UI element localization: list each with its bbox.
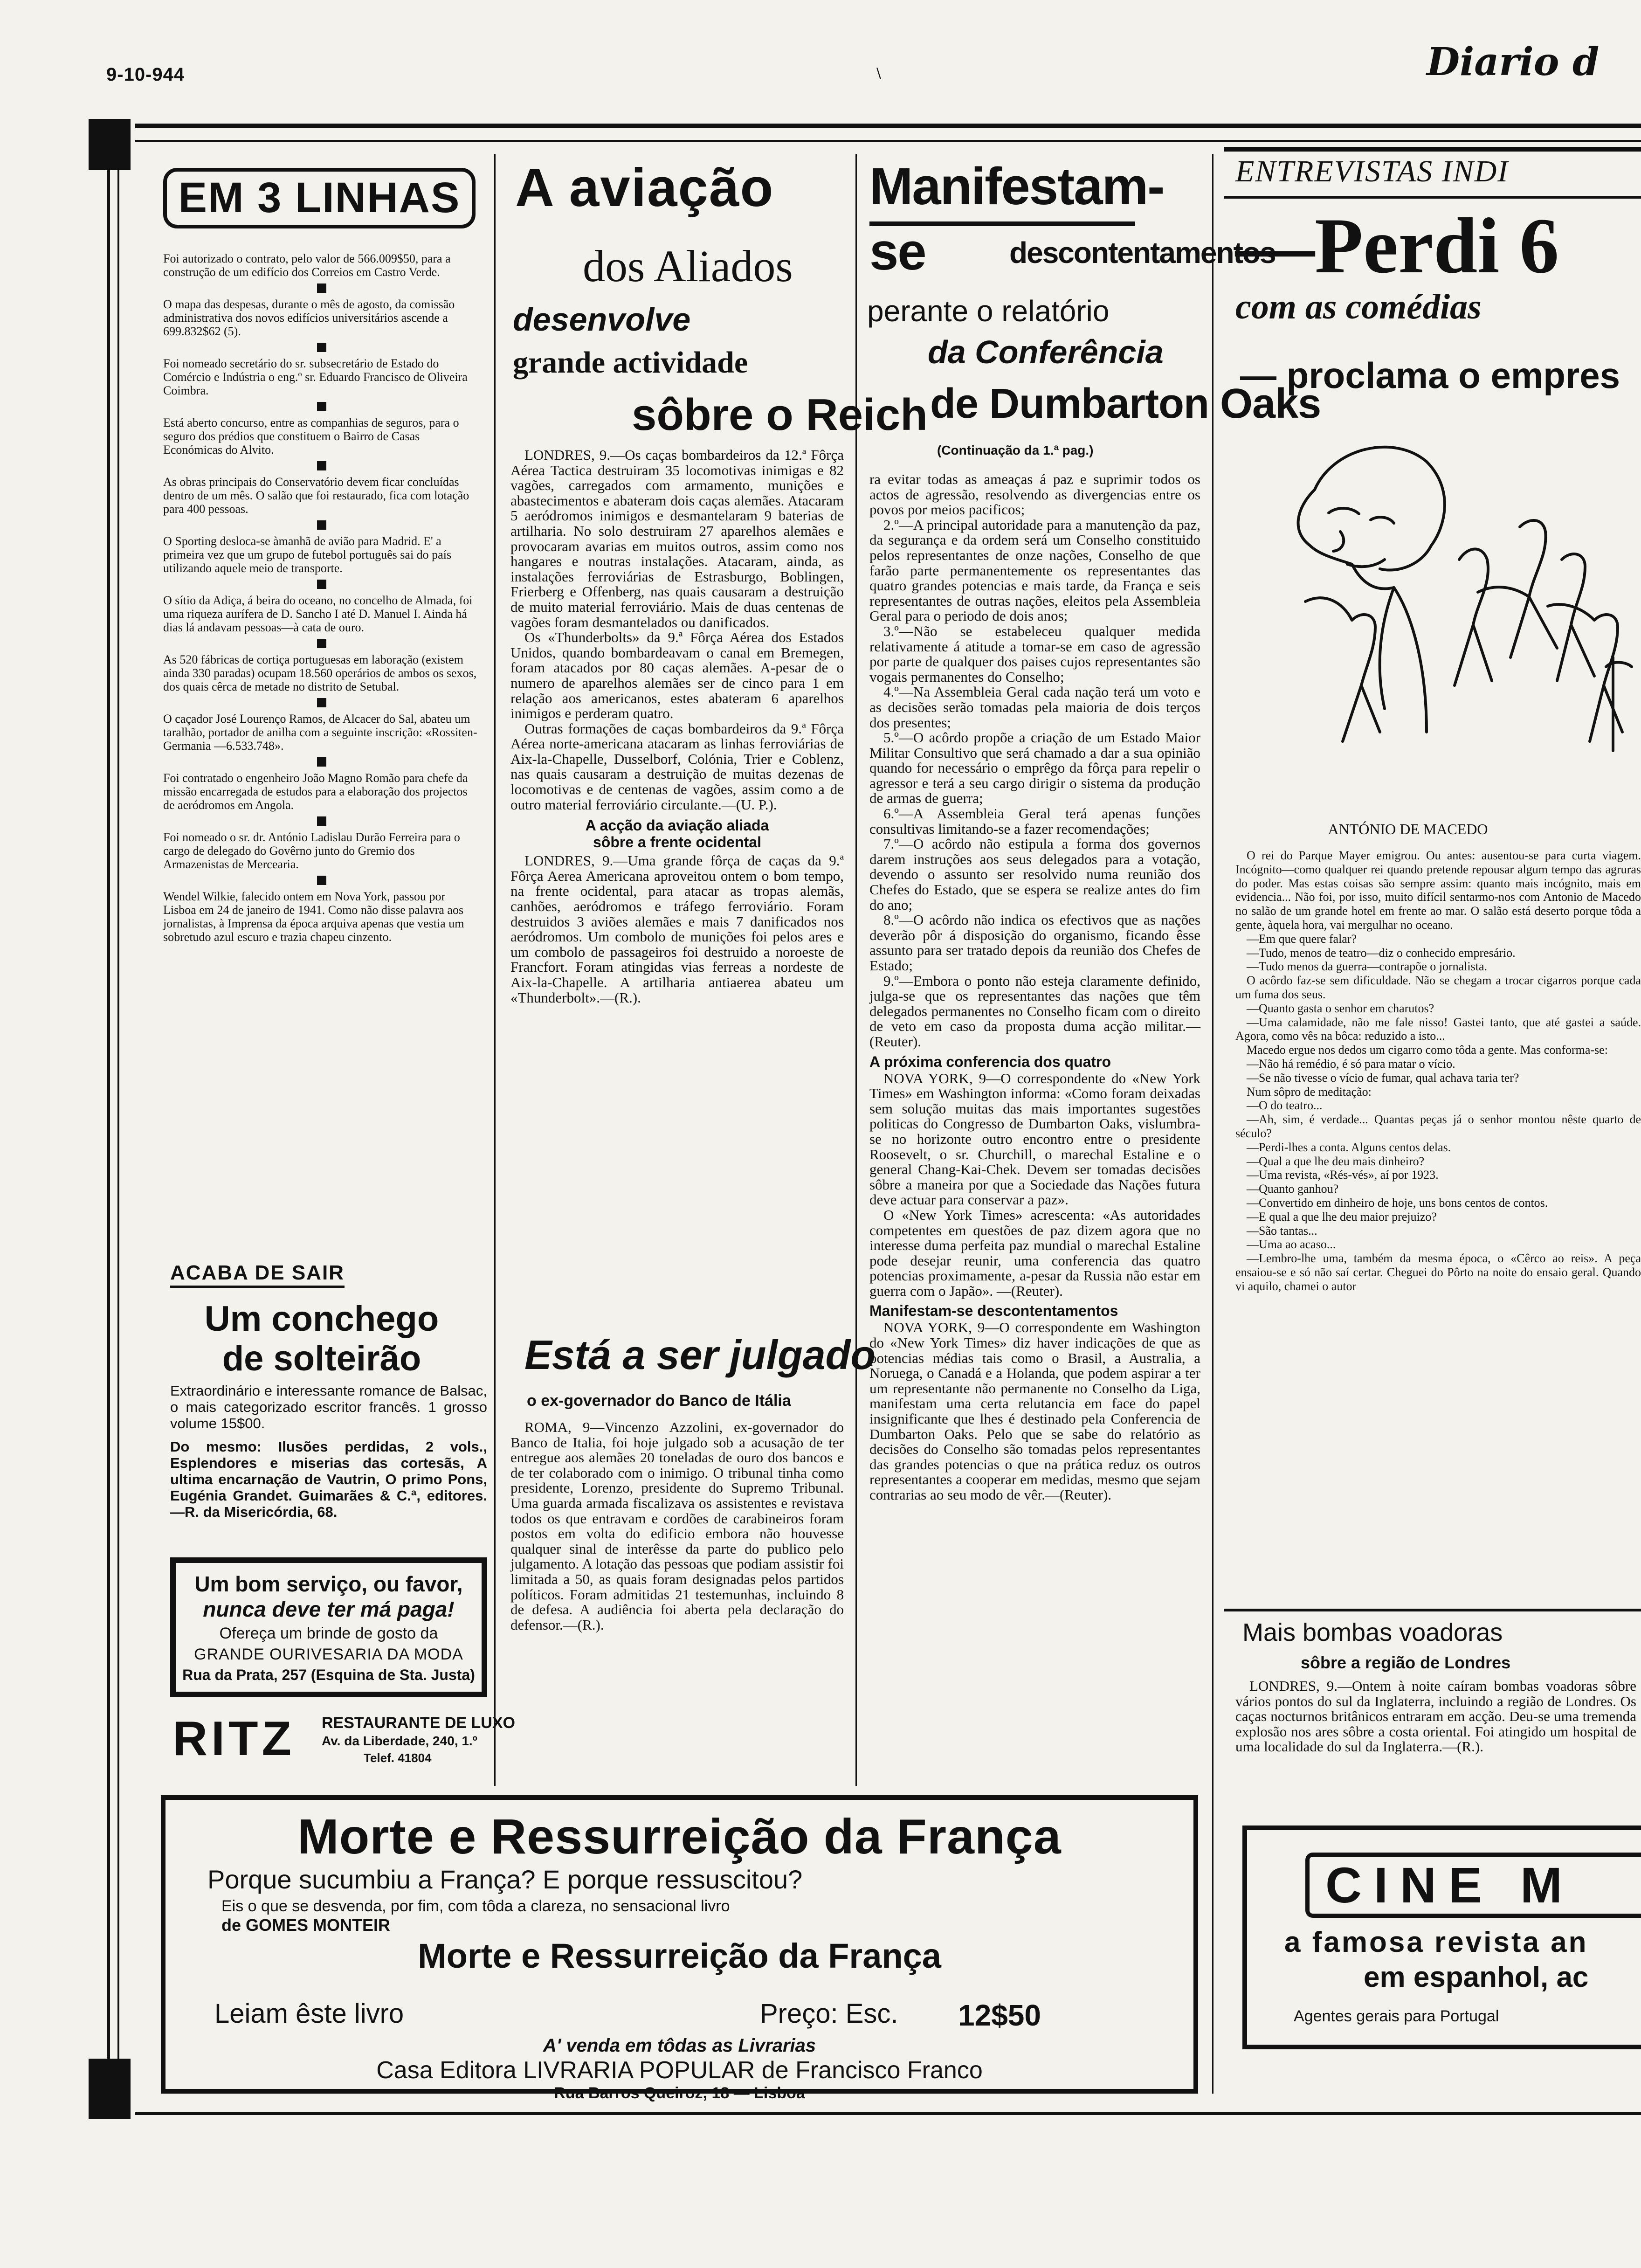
book-description: Extraordinário e interessante romance de Balsac, o mais categorizado escritor francês. 1 grosso volume 15$00. bbox=[170, 1383, 487, 1431]
interview-top-rule bbox=[1224, 147, 1641, 152]
interview-bottom-rule bbox=[1224, 1609, 1641, 1611]
aviacao-para-2: Os «Thunderbolts» da 9.ª Fôrça Aérea dos Estados Unidos, quando bombardeavam o canal em Bremegen, foram atacados por 80 caças alemães. A-pesar de o numero de aparelhos alemães ser de cinco para 1 em relação aos americanos, estes abateram 6 aparelhos inimigos e perderam quatro. bbox=[510, 629, 844, 722]
brief-separator bbox=[317, 639, 326, 648]
bombs-subhead: sôbre a região de Londres bbox=[1301, 1653, 1511, 1672]
interview-dialogue-line: —Tudo menos da guerra—contrapõe o jornalista. bbox=[1247, 960, 1488, 974]
brief-separator bbox=[317, 580, 326, 589]
brief-item: Foi nomeado o sr. dr. António Ladislau Durão Ferreira para o cargo de delegado do Govêrno junto do Gremio dos Armazenistas de Mercearia. bbox=[163, 830, 460, 871]
interview-kicker: ENTREVISTAS INDI bbox=[1235, 154, 1509, 188]
interview-dialogue-line: —Uma ao acaso... bbox=[1247, 1238, 1336, 1252]
brief-item: Wendel Wilkie, falecido ontem em Nova York, passou por Lisboa em 24 de janeiro de 1941. Como não disse palavra aos jornalistas, à Imprensa da época arquiva apenas que vestia um sobretudo azul escuro e trazia chapeu cinzento. bbox=[163, 890, 464, 944]
ritz-line-3: Telef. 41804 bbox=[364, 1751, 432, 1765]
book-ad-address: Rua Barros Queiroz, 18 — Lisboa bbox=[554, 2084, 805, 2102]
ourivesaria-line-3: Ofereça um brinde de gosto da bbox=[219, 1625, 438, 1642]
manifestam-para-8: 8.º—O acôrdo não indica os efectivos que as nações deverão pôr á disposição do organismo, ficando êsse assunto para ser tratado depois da reunião dos Chefes de Estado; bbox=[869, 912, 1200, 974]
ourivesaria-line-2: nunca deve ter má paga! bbox=[203, 1597, 455, 1621]
book-title-line-2: de solteirão bbox=[222, 1339, 421, 1378]
proxima-conferencia-subhead: A próxima conferencia dos quatro bbox=[869, 1053, 1111, 1070]
manifestam-para-5: 5.º—O acôrdo propõe a criação de um Estado Maior Militar Consultivo que será chamado a dar a sua opinião quando for necessário o emprêgo da fôrça para repelir o agressor e terá a seu cargo dirigir o sistema da produção de armas de guerra; bbox=[869, 729, 1200, 807]
brief-separator bbox=[317, 343, 326, 352]
caricature-body bbox=[1380, 588, 1427, 732]
aviacao-headline-3: desenvolve bbox=[513, 301, 691, 338]
page-date: 9-10-944 bbox=[106, 64, 185, 85]
ourivesaria-line-5: Rua da Prata, 257 (Esquina de Sta. Justa) bbox=[182, 1666, 475, 1683]
manifestam-para-3: 3.º—Não se estabeleceu qualquer medida relativamente á atitude a tomar-se em caso de agressão por parte de qualquer dos paises cujos representantes são vogais permanentes do Conselho; bbox=[869, 622, 1200, 685]
top-rule-thick bbox=[135, 124, 1641, 128]
column-rule-3 bbox=[1212, 154, 1214, 2094]
interview-dialogue-line: —Qual a que lhe deu mais dinheiro? bbox=[1247, 1154, 1425, 1168]
aviacao-body bbox=[510, 448, 844, 1005]
interview-dialogue-line: —Em que quere falar? bbox=[1247, 932, 1357, 946]
interview-dialogue-line: —E qual a que lhe deu maior prejuizo? bbox=[1247, 1210, 1437, 1224]
aviacao-headline-2: dos Aliados bbox=[583, 241, 793, 291]
brief-separator bbox=[317, 402, 326, 411]
em-3-linhas-title-box bbox=[163, 168, 476, 228]
book-other-titles: Do mesmo: Ilusões perdidas, 2 vols., Esplendores e miserias das cortesãs, A ultima encarnação de Vautrin, O primo Pons, Eugénia Grandet. Guimarães & C.ª, editores.—R. da Misericórdia, 68. bbox=[170, 1438, 487, 1520]
brief-separator bbox=[317, 876, 326, 885]
brief-separator bbox=[317, 284, 326, 293]
cine-title-box bbox=[1305, 1853, 1641, 1918]
book-ad-sale: A' venda em tôdas as Livrarias bbox=[543, 2035, 816, 2056]
interview-dialogue-line: —Perdi-lhes a conta. Alguns centos delas. bbox=[1247, 1140, 1451, 1154]
interview-headline-1: —Perdi 6 bbox=[1235, 202, 1559, 290]
caricature-face bbox=[1298, 490, 1394, 589]
interview-dialogue-line: Macedo ergue nos dedos um cigarro como tôda a gente. Mas conforma-se: bbox=[1247, 1043, 1608, 1057]
ritz-line-2: Av. da Liberdade, 240, 1.º bbox=[322, 1734, 477, 1748]
manifestam-headline-5: de Dumbarton Oaks bbox=[930, 380, 1321, 427]
ourivesaria-line-1: Um bom serviço, ou favor, bbox=[194, 1572, 463, 1596]
book-ad bbox=[161, 1795, 1198, 2102]
interview-dialogue-line: O acôrdo faz-se sem dificuldade. Não se chegam a trocar cigarros porque cada um fuma dos seus. bbox=[1235, 974, 1641, 1001]
aviacao-headline-5: sôbre o Reich bbox=[632, 390, 928, 440]
cine-line-2: em espanhol, ac bbox=[1364, 1961, 1589, 1993]
julgado-body: ROMA, 9—Vincenzo Azzolini, ex-governador do Banco de Italia, foi hoje julgado sob a acusação de ter entregue aos alemães 20 toneladas de ouro dos bancos e de ter colaborado com o inimigo. O tribunal tinha como presidente, Lorenzo, presidente do Supremo Tribunal. Uma guarda armada fiscalizava os assistentes e revistava todos os que entravam e cordões de carabineiros foram postos em volta do edificio embora não houvesse qualquer sinal de interêsse da parte do publico pelo julgamento. A lotação das pessoas que podiam assistir foi limitada a 50, as quais foram designadas pelos partidos políticos. Foram admitidas 21 testemunhas, incluindo 8 de defesa. A audiência foi aberta pela declaração do defensor.—(R.). bbox=[510, 1419, 844, 1633]
manifestam-para-10: NOVA YORK, 9—O correspondente do «New York Times» em Washington informa: «Como foram deixadas sem solução muitas das mais importantes sugestões politicas do Congresso de Dumbarton Oaks, vislumbra-se no horizonte outro encontro entre o presidente Roosevelt, o sr. Churchill, o marechal Estaline e o general Chang-Kai-Chek. Devem ser tomadas decisões sôbre a maneira por que a Sociedade das Nações futura deve actuar para conservar a paz». bbox=[869, 1070, 1200, 1208]
interview-headline-2: com as comédias bbox=[1235, 287, 1482, 326]
brief-separator bbox=[317, 698, 326, 707]
aviacao-subhead-2: sôbre a frente ocidental bbox=[593, 834, 761, 851]
tick-mark: \ bbox=[876, 65, 882, 82]
book-ad-headline: Morte e Ressurreição da França bbox=[297, 1809, 1062, 1864]
manifestam-para-12: NOVA YORK, 9—O correspondente em Washington do «New York Times» diz haver indicações de que as potencias médias tais como o Brasil, a Australia, a Noruega, o Canadá e a Holanda, que podem aspirar a ter um representante não permanente no Conselho da Liga, manifestam uma certa relutancia em face do papel insignificante que lhes é destinado pela Conferencia de Dumbarton Oaks. Pelo que se sabe do relatório as decisões do Conselho são tomadas pelos representantes das grandes potencias o que na prática reduz os outros representantes a cooperar em medidas, mesmo que sejam contrarias ao seu modo de vêr.—(Reuter). bbox=[869, 1319, 1200, 1503]
cine-line-3: Agentes gerais para Portugal bbox=[1294, 2007, 1499, 2025]
dancer-5 bbox=[1590, 615, 1622, 741]
ritz-name: RITZ bbox=[172, 1712, 296, 1766]
brief-item: Foi contratado o engenheiro João Magno Romão para chefe da missão encarregada de estudos para a elaboração dos projectos de aeródromos em Angola. bbox=[163, 771, 468, 812]
brief-item: Foi nomeado secretário do sr. subsecretário de Estado do Comércio e Indústria o eng.º sr. Eduardo Francisco de Oliveira Coimbra. bbox=[163, 357, 468, 397]
manifestam-para-1: ra evitar todas as ameaças á paz e suprimir todos os actos de agressão, resolvendo as divergencias entre os povos por meios pacificos; bbox=[869, 471, 1200, 518]
manifestam-headline-4: da Conferência bbox=[928, 334, 1164, 370]
cine-line-1: a famosa revista an bbox=[1284, 1926, 1588, 1958]
brief-item: Está aberto concurso, entre as companhias de seguros, para o seguro dos prédios que constituem o Bairro de Casas Económicas do Alvito. bbox=[163, 416, 459, 456]
brief-separator bbox=[317, 816, 326, 826]
left-rule bbox=[107, 119, 110, 2119]
aviacao-headline-1: A aviação bbox=[515, 157, 774, 218]
brief-item: As 520 fábricas de cortiça portuguesas em laboração (existem ainda 330 paradas) ocupam 18.560 operários de ambos os sexos, dos quais cêrca de metade no distrito de Setubal. bbox=[163, 653, 477, 693]
interview-dialogue-line: —Quanto gasta o senhor em charutos? bbox=[1247, 1001, 1434, 1015]
left-rule-inner bbox=[117, 119, 119, 2119]
book-ad-line-1: Eis o que se desvenda, por fim, com tôda a clareza, no sensacional livro bbox=[221, 1897, 730, 1915]
briefs-list bbox=[163, 252, 480, 948]
brief-item: Foi autorizado o contrato, pelo valor de 566.009$50, para a construção de um edifício dos Correios em Castro Verde. bbox=[163, 252, 451, 279]
ourivesaria-line-4: GRANDE OURIVESARIA DA MODA bbox=[194, 1646, 463, 1663]
interview-body bbox=[1235, 849, 1641, 1604]
aviacao-para-1: LONDRES, 9.—Os caças bombardeiros da 12.ª Fôrça Aérea Tactica destruiram 35 locomotivas inimigas e 82 vagões, carregados com armamento, munições e abastecimentos e abateram dois caças alemães. Atacaram 5 aeródromos inimigos e desmantelaram 9 baterias de artilharia. No solo destruiram 27 aparelhos alemães e provocaram avarias em muitos outros, assim como nos hangares e noutras instalações. Atacaram, ainda, as instalações ferroviárias de Estrasburgo, Boblingen, Frierberg e Offenberg, nas quais causaram a destruição de muito material ferroviário. Mais de duas centenas de vagões foram desmantelados ou danificados. bbox=[510, 447, 844, 630]
brief-item: O Sporting desloca-se àmanhã de avião para Madrid. E' a primeira vez que um grupo de futebol português sai do país utilizando aquele meio de transporte. bbox=[163, 534, 452, 575]
manifestam-para-6: 6.º—A Assembleia Geral terá apenas funções consultivas limitando-se a fazer recomendações; bbox=[869, 805, 1200, 837]
brief-separator bbox=[317, 520, 326, 530]
bottom-rule bbox=[135, 2112, 1641, 2115]
dancer-4 bbox=[1343, 615, 1380, 741]
interview-dialogue-line: —Quanto ganhou? bbox=[1247, 1182, 1339, 1196]
interview-dialogue-line: —Uma calamidade, não me fale nisso! Gastei tanto, que até gastei a saúde. Agora, como vês na bôca: reduzido a isto... bbox=[1235, 1015, 1641, 1043]
book-ad-price-label: Preço: Esc. bbox=[760, 1998, 898, 2029]
julgado-headline: Está a ser julgado bbox=[524, 1332, 876, 1378]
manifestam-headline-1: Manifestam-se bbox=[869, 157, 1164, 281]
aviacao-para-4: LONDRES, 9.—Uma grande fôrça de caças da 9.ª Fôrça Aerea Americana aproveitou ontem o bom tempo, na frente ocidental, para atacar as tropas alemãs, canhões, aeródromos e tráfego ferroviário. Foram destruidos 3 aviões alemães e mais 7 danificados nos aeródromos. Um combolo de munições foi pelos ares e um combolo de passageiros foi destruido a noroeste de Francfort. Foram atingidas vias ferreas a nordeste de Aix-la-Chapelle. A artilharia antiaerea abateu um «Thunderbolt».—(R.). bbox=[510, 852, 844, 1006]
manifestam-para-7: 7.º—O acôrdo não estipula a forma dos governos darem instruções aos seus delegados para a votação, devendo o assunto ser resolvido numa reunião dos Chefes do Estado, que se espera se realize antes do fim do ano; bbox=[869, 836, 1200, 913]
book-ad-price: 12$50 bbox=[958, 1998, 1041, 2032]
interview-dialogue-line: —Convertido em dinheiro de hoje, uns bons centos de contos. bbox=[1247, 1196, 1548, 1210]
ritz-line-1: RESTAURANTE DE LUXO bbox=[322, 1714, 515, 1732]
aviacao-para-3: Outras formações de caças bombardeiros da 9.ª Fôrça Aérea norte-americana atacaram as linhas ferroviárias de Aix-la-Chapelle, Dusselborf, Colónia, Trier e Coblenz, nas quais causaram a destruição de muitas dezenas de locomotivas e de centenas de vagões, assim como a de outro material ferroviário circulante.—(U. P.). bbox=[510, 720, 844, 813]
brief-item: O sítio da Adiça, á beira do oceano, no concelho de Almada, foi uma riqueza aurífera de D. Sancho I até D. Manuel I. Ainda há dias lá andavam pessoas—à cata de ouro. bbox=[163, 594, 473, 634]
ourivesaria-ad bbox=[170, 1557, 487, 1697]
book-ad-read: Leiam êste livro bbox=[214, 1998, 404, 2029]
aviacao-headline-4: grande actividade bbox=[513, 346, 748, 380]
interview-dialogue-line: —Uma revista, «Rés-vés», aí por 1923. bbox=[1247, 1168, 1439, 1182]
dancer-3 bbox=[1557, 554, 1594, 681]
caricature-caption: ANTÓNIO DE MACEDO bbox=[1328, 821, 1488, 837]
manifestam-headline-3: perante o relatório bbox=[867, 294, 1110, 328]
bombs-body: LONDRES, 9.—Ontem à noite caíram bombas voadoras sôbre vários pontos do sul da Inglaterra, incluindo a região de Londres. Os caças nocturnos britânicos entraram em acção. Deu-se uma tremenda explosão nos ares sôbre a costa oriental. Foi atingido um hospital de uma localidade do sul da Inglaterra.—(R.). bbox=[1235, 1678, 1636, 1755]
bombs-headline: Mais bombas voadoras bbox=[1242, 1618, 1503, 1646]
brief-item: O mapa das despesas, durante o mês de agosto, da comissão administrativa dos novos edifícios universitários ascende a 699.832$62 (5). bbox=[163, 297, 455, 338]
book-ad-author-line: de GOMES MONTEIR bbox=[221, 1915, 391, 1935]
interview-dialogue-line: —Tudo, menos de teatro—diz o conhecido empresário. bbox=[1247, 946, 1516, 960]
interview-dialogue-line: —O do teatro... bbox=[1247, 1099, 1323, 1113]
top-rule-thin bbox=[135, 140, 1641, 142]
manifestam-headline-2: descontentamentos bbox=[1009, 236, 1276, 270]
cine-title: CINE M bbox=[1325, 1857, 1574, 1913]
book-title-line-1: Um conchego bbox=[204, 1299, 439, 1339]
aviacao-subhead-1: A acção da aviação aliada bbox=[585, 817, 769, 834]
interview-dialogue-line: —São tantas... bbox=[1247, 1224, 1317, 1238]
dancer-2 bbox=[1510, 520, 1557, 657]
interview-dialogue-line: —Se não tivesse o vício de fumar, qual achava taria ter? bbox=[1247, 1071, 1519, 1085]
dancer-1 bbox=[1455, 549, 1492, 686]
manifestam-para-2: 2.º—A principal autoridade para a manutenção da paz, da segurança e da ordem será um Conselho constituido pelos representantes de onze nações, Conselho de que farão parte permanentemente os representantes das quatro grandes potencias e mais tarde, da França e seis representantes de outras nações, eleitos pela Assembleia Geral para o periodo de dois anos; bbox=[869, 516, 1200, 624]
interview-para-1: O rei do Parque Mayer emigrou. Ou antes: ausentou-se para curta viagem. Incógnito—como qualquer rei quando pretende repousar algum tempo das agruras do poder. Mas estas coisas são sempre assim: quanto mais incógnito, mais em evidencia... Não foi, por isso, muito difícil sentarmo-nos com Antonio de Macedo no salão de um grande hotel em frente ao mar. O salão está deserto porque tôda a gente, àquela hora, vai mergulhar no oceano. bbox=[1235, 849, 1641, 932]
manifestam-body bbox=[869, 472, 1200, 1503]
continuation-note: (Continuação da 1.ª pag.) bbox=[937, 443, 1094, 457]
interview-dialogue-line: Num sôpro de meditação: bbox=[1247, 1085, 1372, 1099]
descontentamentos-subhead: Manifestam-se descontentamentos bbox=[869, 1302, 1118, 1320]
cine-ad bbox=[1242, 1825, 1641, 2049]
manifestam-para-4: 4.º—Na Assembleia Geral cada nação terá um voto e as decisões serão tomadas pela maioria de dois terços dos presentes; bbox=[869, 684, 1200, 731]
book-ad-title-2: Morte e Ressurreição da França bbox=[418, 1936, 941, 1975]
julgado-subhead: o ex-governador do Banco de Itália bbox=[527, 1392, 791, 1410]
interview-dialogue-line: —Lembro-lhe uma, também da mesma época, o «Cêrco ao reis». A peça ensaiou-se e só não saí certar. Cheguei do Pôrto na noite do ensaio geral. Quando vi aquilo, chamei o autor bbox=[1235, 1252, 1641, 1293]
column-rule-1 bbox=[494, 154, 496, 1786]
manifestam-para-9: 9.º—Embora o ponto não esteja claramente definido, julga-se que os representantes das nações que têm delegados permanentes no Conselho ficam com o direito de veto em caso da proposta duma acção militar.—(Reuter). bbox=[869, 972, 1200, 1050]
brief-item: As obras principais do Conservatório devem ficar concluídas dentro de um mês. O salão que foi restaurado, fica com lotação para 400 pessoas. bbox=[163, 475, 469, 516]
brief-separator bbox=[317, 757, 326, 767]
interview-kicker-rule bbox=[1224, 196, 1641, 199]
book-ad-question: Porque sucumbiu a França? E porque ressuscitou? bbox=[207, 1865, 803, 1894]
book-ad-publisher: Casa Editora LIVRARIA POPULAR de Francisco Franco bbox=[376, 2057, 983, 2084]
brief-separator bbox=[317, 461, 326, 470]
interview-dialogue-line: —Não há remédio, é só para matar o vício. bbox=[1247, 1057, 1455, 1071]
brief-item: O caçador José Lourenço Ramos, de Alcacer do Sal, abateu um taralhão, portador de anilha com a seguinte inscrição: «Rossiten-Germania —6.533.748». bbox=[163, 712, 477, 753]
interview-dialogue-line: —Ah, sim, é verdade... Quantas peças já o senhor montou nêste quarto de século? bbox=[1235, 1113, 1641, 1140]
manifestam-para-11: O «New York Times» acrescenta: «As autoridades competentes em questões de paz dizem agora que no interesse duma perfeita paz mundial o marechal Estaline pode desejar reunir, uma conferencia das quatro potencias proximamente, a-pesar da Russia não estar em guerra com o Japão». —(Reuter). bbox=[869, 1206, 1200, 1299]
acaba-de-sair-label: ACABA DE SAIR bbox=[170, 1261, 345, 1288]
interview-headline-3: — proclama o empres bbox=[1240, 355, 1620, 396]
em-3-linhas-title: EM 3 LINHAS bbox=[178, 174, 461, 221]
masthead: Diario d bbox=[1427, 40, 1600, 84]
caricature-drawing bbox=[1259, 406, 1641, 825]
